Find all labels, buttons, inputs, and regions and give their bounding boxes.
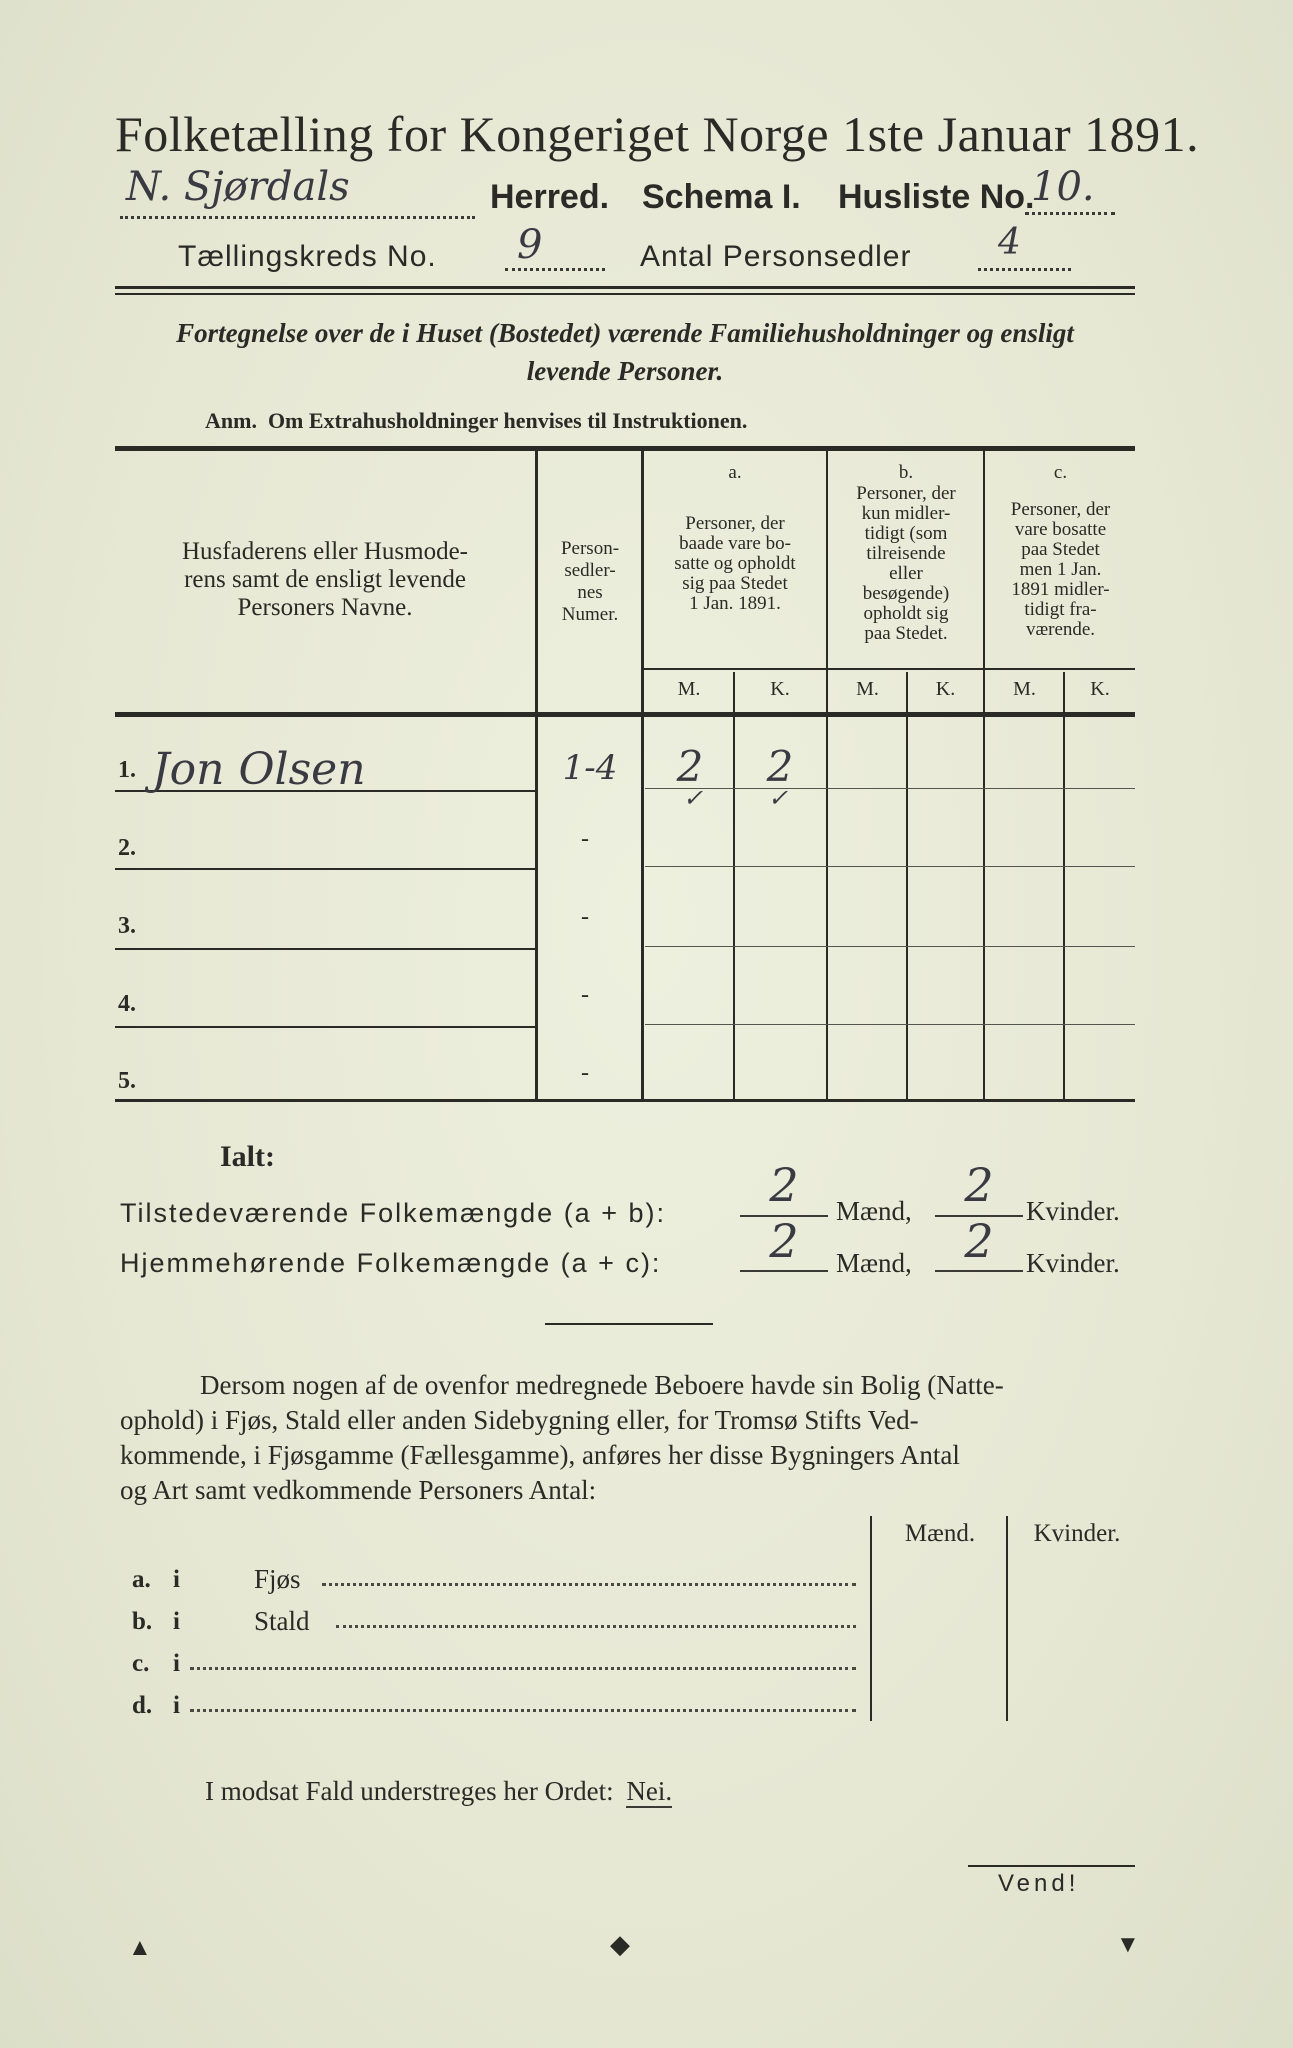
paragraph-line2: ophold) i Fjøs, Stald eller anden Sidebygning eller, for Tromsø Stifts Ved-: [120, 1405, 919, 1435]
kreds-field: [505, 222, 605, 271]
item-c-letter: c.: [132, 1650, 150, 1677]
row-5-number: 5.: [118, 1068, 136, 1094]
table-top-rule: [115, 446, 1135, 451]
totals-line1-label: Tilstedeværende Folkemængde (a + b):: [120, 1198, 666, 1228]
totals-line2-k-field: [935, 1270, 1023, 1272]
herred-field: [120, 164, 475, 219]
col-divider-1: [535, 450, 538, 1100]
mk-rule: [642, 668, 1135, 670]
totals-line2-kvinder: Kvinder.: [1026, 1248, 1120, 1278]
item-d-i: i: [173, 1692, 180, 1719]
row-1-persnum: 1-4: [562, 748, 618, 788]
col-name-header: Husfaderens eller Husmode- rens samt de ensligt levende Personers Navne.: [181, 538, 468, 621]
item-b-label: Stald: [254, 1606, 310, 1636]
item-a-leader: [322, 1583, 856, 1586]
row-4-name-rule: [115, 1026, 535, 1028]
row-2-number: 2.: [118, 835, 136, 861]
item-c-leader: [190, 1667, 856, 1670]
totals-line2-label: Hjemmehørende Folkemængde (a + c):: [120, 1248, 662, 1278]
row-5-persnum: -: [581, 1060, 589, 1086]
row-2-name-rule: [115, 868, 535, 870]
totals-line2-m: 2: [769, 1214, 799, 1268]
col-b-k: K.: [935, 678, 956, 700]
row-1-a-m: 2: [676, 742, 704, 791]
col-divider-3: [826, 450, 828, 1100]
col-c-letter: c.: [1053, 462, 1068, 483]
row-3-persnum: -: [581, 904, 589, 930]
personsedler-value: 4: [998, 222, 1021, 263]
row-2-persnum: -: [581, 826, 589, 852]
herred-label: Herred.: [490, 178, 610, 216]
row-1-a-m-check: ✓: [683, 784, 704, 812]
modsat-text: [205, 1776, 672, 1807]
table-header-rule: [115, 712, 1135, 717]
schema-label: Schema I.: [642, 178, 801, 216]
sidebuilding-paragraph: [120, 1368, 1140, 1508]
intro-line1: Fortegnelse over de i Huset (Bostedet) værende Familiehusholdninger og ensligt: [176, 318, 1074, 348]
item-b-leader: [336, 1625, 856, 1628]
totals-line2-m-field: [740, 1270, 828, 1272]
col-b-m: M.: [856, 678, 879, 700]
col-a-k: K.: [770, 678, 790, 700]
row-3-rule: [645, 946, 1135, 947]
header-rule-top: [115, 286, 1135, 289]
section-divider: [545, 1323, 713, 1325]
col-divider-4: [983, 450, 985, 1100]
table-bottom-rule: [115, 1099, 1135, 1102]
col-b-header: Personer, der kun midler- tidigt (som tilreisende eller besøgende) opholdt sig paa Stedet.: [856, 483, 956, 644]
header-rule-bottom: [115, 293, 1135, 295]
totals-line1-maend: Mænd,: [836, 1196, 912, 1226]
subtable-col-kvinder: Kvinder.: [1033, 1520, 1121, 1547]
binding-mark-center: ◆: [610, 1930, 630, 1959]
row-1-a-k-check: ✓: [768, 784, 789, 812]
col-a-letter: a.: [728, 462, 742, 483]
vend-text: Vend!: [998, 1870, 1080, 1897]
herred-value: N. Sjørdals: [126, 164, 350, 210]
col-a-header: Personer, der baade vare bo- satte og opholdt sig paa Stedet 1 Jan. 1891.: [674, 513, 796, 614]
item-b-letter: b.: [132, 1608, 153, 1635]
item-a-letter: a.: [132, 1566, 151, 1593]
husliste-field: [1025, 164, 1115, 215]
item-a-label: Fjøs: [254, 1564, 301, 1594]
row-4-rule: [645, 1024, 1135, 1025]
col-divider-a-mk: [733, 672, 735, 1100]
totals-line2-maend: Mænd,: [836, 1248, 912, 1278]
col-c-k: K.: [1090, 678, 1110, 700]
item-d-leader: [190, 1709, 856, 1712]
row-1-name: Jon Olsen: [152, 744, 366, 795]
paragraph-line4: og Art samt vedkommende Personers Antal:: [120, 1475, 597, 1505]
modsat-label: I modsat Fald understreges her Ordet:: [205, 1776, 614, 1806]
paragraph-line3: kommende, i Fjøsgamme (Fællesgamme), anføres her disse Bygningers Antal: [120, 1440, 960, 1470]
col-divider-2: [641, 450, 644, 1100]
totals-line2-k: 2: [964, 1214, 994, 1268]
row-4-persnum: -: [581, 982, 589, 1008]
col-divider-c-mk: [1063, 672, 1065, 1100]
intro-line2: levende Personer.: [526, 356, 724, 386]
nei-word: Nei.: [626, 1776, 673, 1806]
item-c-i: i: [173, 1650, 180, 1677]
husliste-value: 10.: [1031, 164, 1095, 210]
row-3-number: 3.: [118, 913, 136, 939]
personsedler-field: [978, 222, 1071, 271]
item-a-i: i: [173, 1566, 180, 1593]
anm-note: Anm. Om Extrahusholdninger henvises til Instruktionen.: [205, 408, 748, 433]
col-c-header: Personer, der vare bosatte paa Stedet men 1 Jan. 1891 midler- tidigt fra- værende.: [1010, 499, 1111, 640]
col-c-m: M.: [1013, 678, 1036, 700]
col-a-m: M.: [677, 678, 701, 700]
personsedler-label: Antal Personsedler: [640, 240, 912, 273]
col-divider-b-mk: [906, 672, 908, 1100]
row-1-a-k: 2: [766, 742, 794, 791]
subtable-divider-2: [1006, 1516, 1008, 1721]
item-b-i: i: [173, 1608, 180, 1635]
subtable-divider-1: [870, 1516, 872, 1721]
totals-line1-k: 2: [964, 1158, 994, 1212]
corner-mark-left: ▲: [128, 1935, 152, 1961]
husliste-label: Husliste No.: [838, 178, 1035, 216]
col-b-letter: b.: [898, 462, 914, 483]
row-3-name-rule: [115, 948, 535, 950]
subtable-col-maend: Mænd.: [904, 1520, 976, 1547]
totals-line1-m: 2: [769, 1158, 799, 1212]
row-2-rule: [645, 866, 1135, 867]
corner-mark-right: ▼: [1116, 1932, 1140, 1958]
item-d-letter: d.: [132, 1692, 153, 1719]
row-1-number: 1.: [118, 757, 136, 783]
row-4-number: 4.: [118, 991, 136, 1017]
paragraph-line1: Dersom nogen af de ovenfor medregnede Beboere havde sin Bolig (Natte-: [200, 1370, 1004, 1400]
form-title: Folketælling for Kongeriget Norge 1ste Januar 1891.: [115, 106, 1200, 162]
vend-rule: [968, 1865, 1135, 1867]
ialt-label: Ialt:: [220, 1140, 275, 1173]
kreds-value: 9: [517, 222, 543, 268]
col-num-header: Person- sedler- nes Numer.: [560, 538, 620, 625]
kreds-label: Tællingskreds No.: [178, 240, 437, 273]
totals-line1-kvinder: Kvinder.: [1026, 1196, 1120, 1226]
